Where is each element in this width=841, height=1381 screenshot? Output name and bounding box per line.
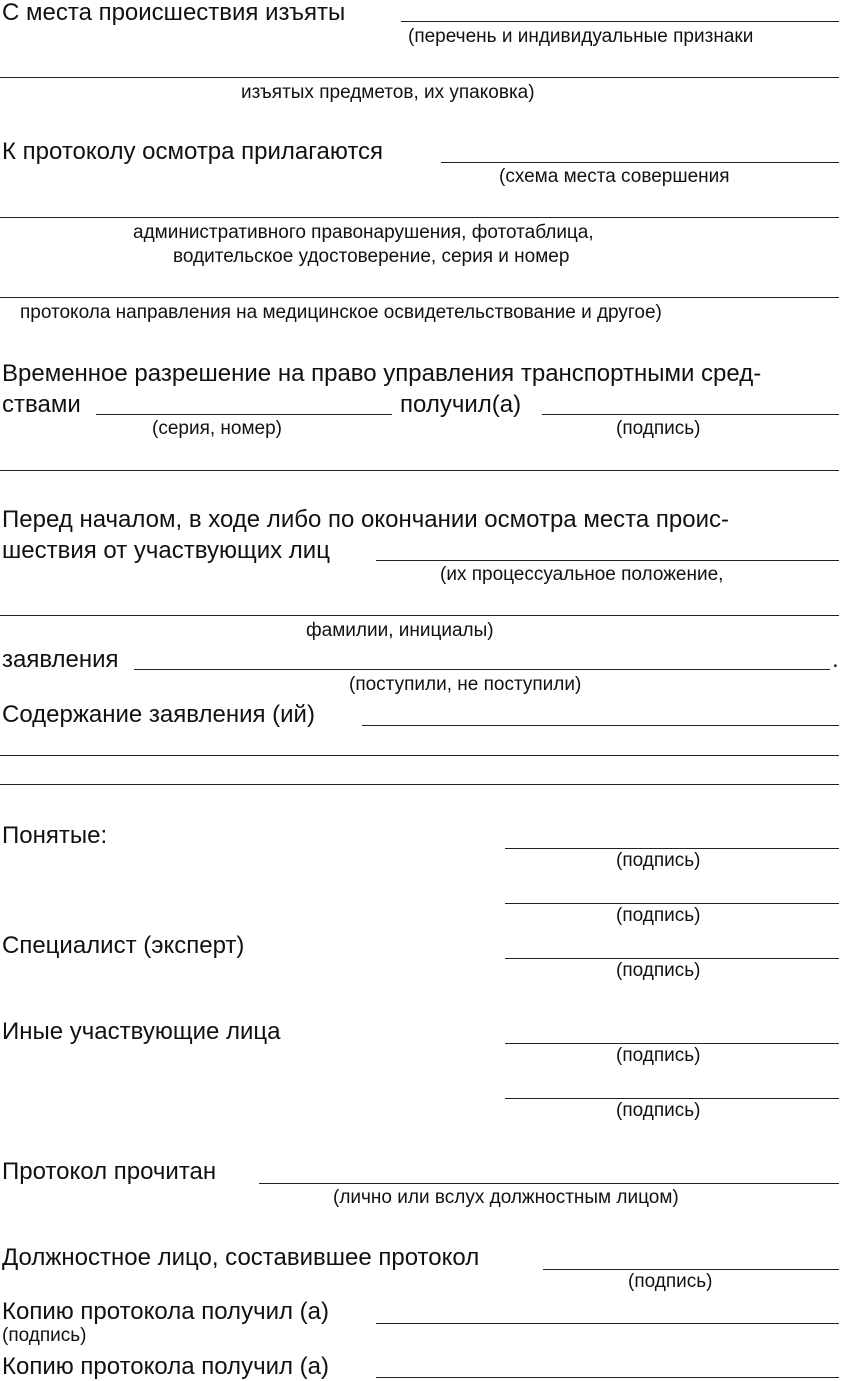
witnesses-label: Понятые:	[2, 822, 108, 849]
witness-2-signature-field[interactable]	[505, 903, 839, 904]
witness-1-signature-field[interactable]	[505, 848, 839, 849]
attached-label: К протоколу осмотра прилагаются	[2, 138, 384, 165]
statements-period: .	[832, 646, 839, 673]
permit-text-line-1: Временное разрешение на право управления транспортными сред-	[2, 360, 762, 387]
seized-field-line-2[interactable]	[0, 77, 839, 78]
statements-caption-2: фамилии, инициалы)	[306, 620, 494, 641]
permit-signature-caption: (подпись)	[616, 418, 701, 439]
statements-caption-1: (их процессуальное положение,	[440, 564, 724, 585]
others-label: Иные участвующие лица	[2, 1018, 281, 1045]
statements-label: заявления	[2, 646, 119, 673]
other-2-signature-caption: (подпись)	[616, 1100, 701, 1121]
copy-1-label: Копию протокола получил (а)	[2, 1298, 329, 1325]
seized-label: С места происшествия изъяты	[2, 0, 346, 26]
read-field-line[interactable]	[259, 1183, 839, 1184]
copy-1-signature-field[interactable]	[376, 1323, 839, 1324]
permit-signature-field[interactable]	[542, 414, 839, 415]
witness-2-signature-caption: (подпись)	[616, 905, 701, 926]
statements-text-line-1: Перед началом, в ходе либо по окончании осмотра места проис-	[2, 506, 729, 533]
official-signature-caption: (подпись)	[628, 1271, 713, 1292]
specialist-signature-field[interactable]	[505, 958, 839, 959]
statements-status-field[interactable]	[134, 669, 830, 670]
seized-field-line[interactable]	[401, 21, 839, 22]
permit-series-caption: (серия, номер)	[152, 418, 283, 439]
content-field-line-1[interactable]	[362, 725, 839, 726]
attached-field-line-2[interactable]	[0, 217, 839, 218]
other-2-signature-field[interactable]	[505, 1098, 839, 1099]
content-field-line-2[interactable]	[0, 755, 839, 756]
specialist-signature-caption: (подпись)	[616, 960, 701, 981]
official-signature-field[interactable]	[543, 1269, 839, 1270]
statements-persons-field-2[interactable]	[0, 615, 839, 616]
permit-series-field[interactable]	[96, 414, 392, 415]
seized-caption: (перечень и индивидуальные признаки	[408, 26, 754, 47]
content-field-line-3[interactable]	[0, 784, 839, 785]
statements-text-line-2: шествия от участвующих лиц	[2, 537, 330, 564]
copy-2-label: Копию протокола получил (а)	[2, 1353, 329, 1380]
permit-text-line-2: ствами	[2, 391, 81, 418]
permit-received-label: получил(а)	[400, 391, 522, 418]
copy-2-signature-field[interactable]	[376, 1377, 839, 1378]
other-1-signature-field[interactable]	[505, 1043, 839, 1044]
specialist-label: Специалист (эксперт)	[2, 932, 245, 959]
read-label: Протокол прочитан	[2, 1158, 217, 1185]
permit-extra-line[interactable]	[0, 470, 839, 471]
attached-field-line-3[interactable]	[0, 297, 839, 298]
attached-caption-4: протокола направления на медицинское освидетельствование и другое)	[20, 302, 662, 323]
content-label: Содержание заявления (ий)	[2, 701, 315, 728]
read-caption: (лично или вслух должностным лицом)	[333, 1187, 679, 1208]
official-label: Должностное лицо, составившее протокол	[2, 1244, 480, 1271]
seized-caption-2: изъятых предметов, их упаковка)	[241, 82, 535, 103]
attached-caption: (схема места совершения	[499, 166, 730, 187]
attached-caption-2: административного правонарушения, фототаблица,	[133, 222, 594, 243]
witness-1-signature-caption: (подпись)	[616, 850, 701, 871]
statements-caption-3: (поступили, не поступили)	[349, 674, 582, 695]
other-1-signature-caption: (подпись)	[616, 1045, 701, 1066]
copy-1-signature-caption: (подпись)	[2, 1325, 87, 1346]
attached-caption-3: водительское удостоверение, серия и номер	[173, 246, 570, 267]
statements-persons-field[interactable]	[376, 560, 839, 561]
attached-field-line[interactable]	[441, 162, 839, 163]
